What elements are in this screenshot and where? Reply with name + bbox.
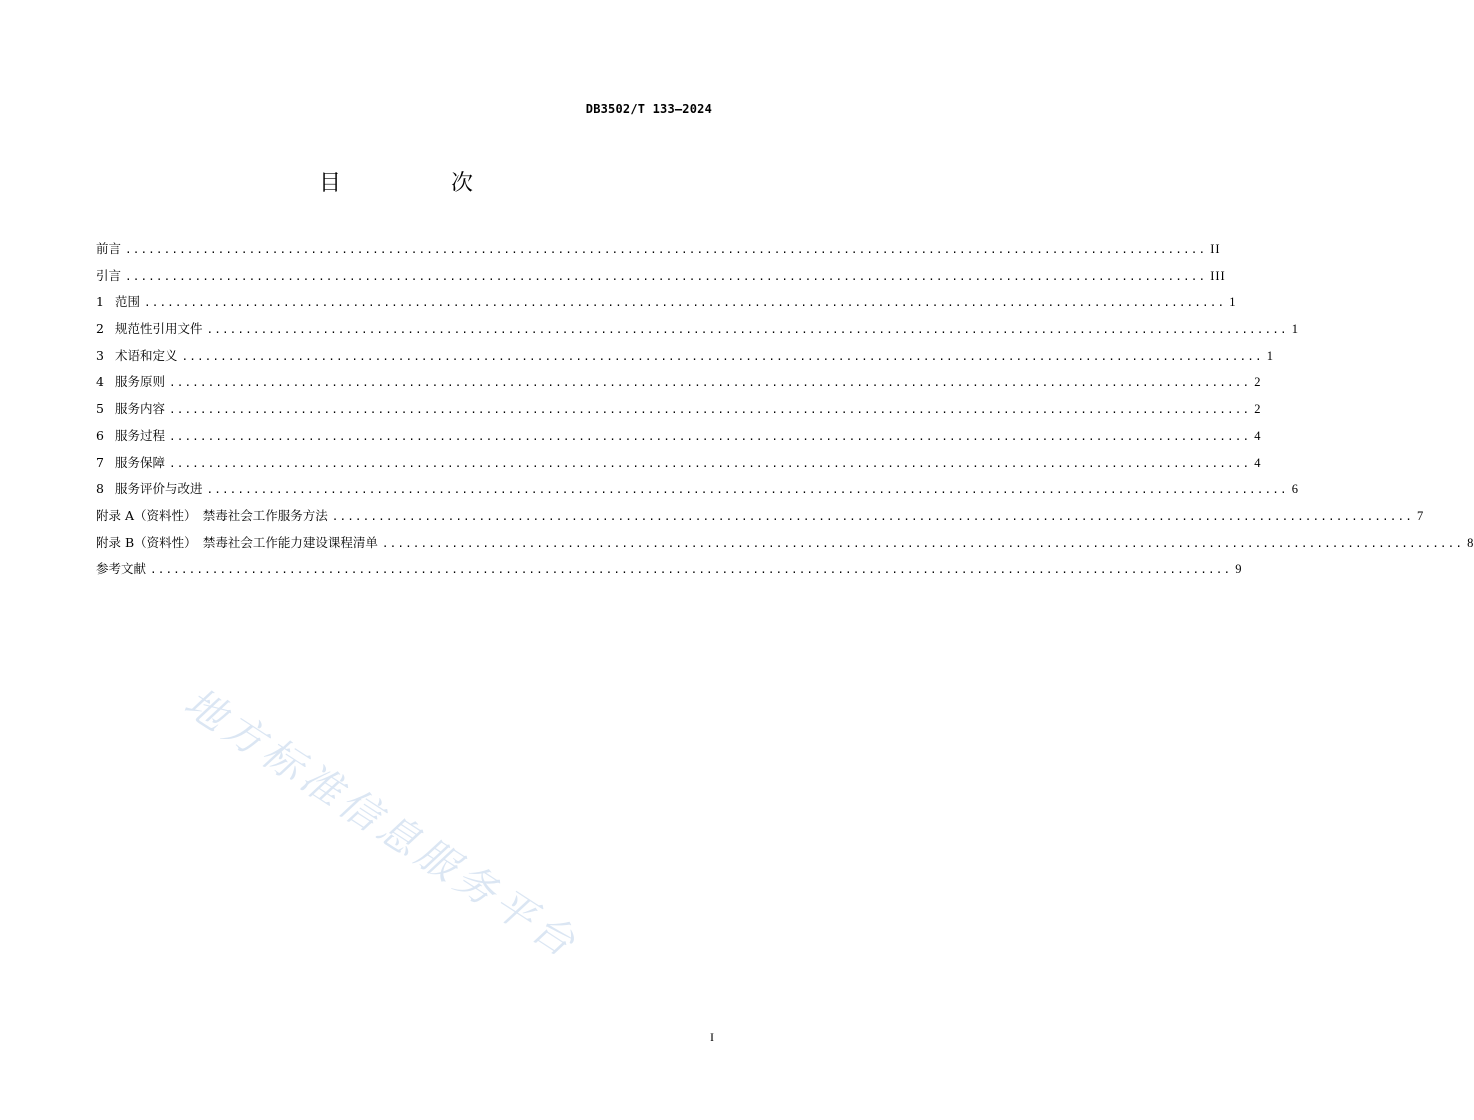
- toc-entry-label: [96, 316, 203, 343]
- toc-entry-label: [96, 503, 328, 530]
- table-of-contents: [96, 236, 1474, 583]
- toc-entry-text: 服务保障: [115, 454, 166, 470]
- toc-entry-text: 服务评价与改进: [115, 481, 203, 497]
- toc-entry-text: 范围: [115, 294, 141, 310]
- page-title: 目 次: [318, 171, 517, 196]
- toc-entry-text: 服务原则: [115, 374, 166, 390]
- watermark: 地方标准信息服务平台: [176, 679, 587, 969]
- toc-leader-dots: ............................................................................................................................................: [206, 323, 1288, 337]
- toc-entry-text: 前言: [96, 241, 122, 256]
- toc-entry-text: 附录 A（资料性） 禁毒社会工作服务方法: [96, 507, 328, 523]
- toc-entry-number: 7: [96, 454, 104, 470]
- toc-entry-number: 1: [96, 294, 104, 310]
- toc-entry-label: [96, 369, 165, 396]
- toc-entry[interactable]: [96, 396, 1262, 423]
- toc-entry-label: [96, 556, 146, 583]
- page-number: I: [710, 1030, 714, 1044]
- toc-entry[interactable]: [96, 503, 1425, 530]
- toc-entry-label: [96, 396, 165, 423]
- toc-entry-page: 7: [1416, 508, 1425, 523]
- toc-entry[interactable]: [96, 236, 1221, 263]
- toc-entry-page: III: [1210, 268, 1226, 283]
- toc-entry-page: 1: [1291, 322, 1299, 337]
- toc-entry-label: [96, 450, 165, 477]
- toc-entry[interactable]: [96, 289, 1237, 316]
- toc-leader-dots: ............................................................................................................................................: [169, 403, 1251, 417]
- toc-leader-dots: ............................................................................................................................................: [144, 296, 1226, 310]
- toc-entry-label: [96, 423, 165, 450]
- toc-entry-page: 4: [1254, 428, 1262, 443]
- toc-entry[interactable]: [96, 476, 1299, 503]
- toc-entry[interactable]: [96, 343, 1274, 370]
- toc-leader-dots: ............................................................................................................................................: [125, 269, 1207, 283]
- toc-leader-dots: ............................................................................................................................................: [125, 243, 1207, 256]
- toc-entry-text: 规范性引用文件: [115, 321, 203, 337]
- toc-entry-page: 2: [1254, 402, 1262, 417]
- toc-entry-page: 1: [1266, 348, 1274, 363]
- toc-leader-dots: ............................................................................................................................................: [150, 563, 1232, 577]
- toc-entry-label: [96, 289, 140, 316]
- toc-entry-number: 5: [96, 401, 104, 417]
- toc-entry-text: 参考文献: [96, 561, 147, 577]
- toc-entry-page: 9: [1235, 562, 1243, 577]
- toc-entry-page: 6: [1291, 482, 1299, 497]
- toc-entry[interactable]: [96, 263, 1226, 290]
- toc-entry-label: [96, 530, 378, 557]
- toc-entry[interactable]: [96, 316, 1299, 343]
- toc-leader-dots: ............................................................................................................................................: [169, 429, 1251, 443]
- toc-entry-label: [96, 236, 121, 263]
- toc-entry-number: 6: [96, 427, 104, 443]
- toc-leader-dots: ............................................................................................................................................: [331, 509, 1413, 523]
- toc-entry[interactable]: [96, 450, 1262, 477]
- toc-entry-page: II: [1210, 242, 1221, 256]
- toc-entry-text: 附录 B（资料性） 禁毒社会工作能力建设课程清单: [96, 534, 378, 550]
- toc-leader-dots: ............................................................................................................................................: [169, 456, 1251, 470]
- toc-entry-page: 8: [1467, 535, 1474, 550]
- toc-entry-number: 3: [96, 347, 104, 363]
- toc-entry-number: 8: [96, 481, 104, 497]
- toc-entry-page: 4: [1254, 455, 1262, 470]
- toc-entry-number: 4: [96, 374, 104, 390]
- toc-leader-dots: ............................................................................................................................................: [381, 536, 1464, 550]
- toc-entry-text: 术语和定义: [115, 347, 178, 363]
- toc-entry-number: 2: [96, 321, 104, 337]
- toc-entry-label: [96, 263, 121, 290]
- toc-entry-text: 引言: [96, 267, 122, 283]
- toc-leader-dots: ............................................................................................................................................: [206, 483, 1288, 497]
- toc-entry[interactable]: [96, 369, 1262, 396]
- toc-entry-text: 服务过程: [115, 427, 166, 443]
- toc-leader-dots: ............................................................................................................................................: [181, 349, 1263, 363]
- toc-entry-page: 2: [1254, 375, 1262, 390]
- toc-entry[interactable]: [96, 556, 1243, 583]
- toc-entry-page: 1: [1229, 295, 1237, 310]
- toc-entry[interactable]: [96, 530, 1474, 557]
- toc-entry-text: 服务内容: [115, 401, 166, 417]
- toc-entry-label: [96, 343, 178, 370]
- toc-entry-label: [96, 476, 203, 503]
- toc-entry[interactable]: [96, 423, 1262, 450]
- document-code: DB3502/T 133—2024: [585, 102, 712, 116]
- toc-leader-dots: ............................................................................................................................................: [169, 376, 1251, 390]
